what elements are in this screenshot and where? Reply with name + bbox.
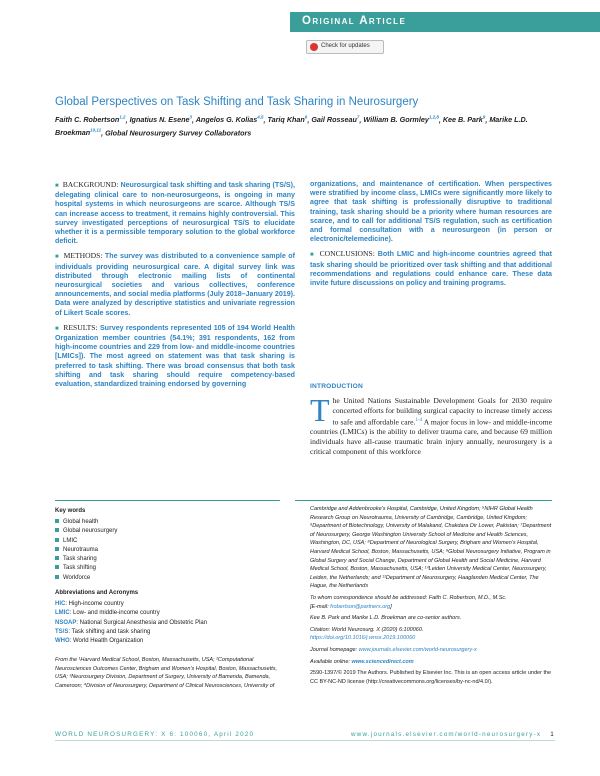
bullet-icon: ■ — [55, 325, 59, 332]
bullet-icon: ■ — [310, 252, 315, 259]
check-for-updates-button[interactable] — [306, 40, 384, 54]
reference-link[interactable]: 1-4 — [415, 417, 423, 423]
key-words-heading: Key words — [55, 508, 86, 514]
square-bullet-icon — [55, 528, 59, 532]
list-item: Workforce — [55, 574, 117, 583]
affiliations-continued: Cambridge and Addenbrooke's Hospital, Cambridge, United Kingdom; ⁵NIHR Global Health Research Group on Neurotrauma, University of Cambridge, Cambridge, United Kingdom; ⁶Department of Biotechnology, University of Malakand, Chakdara Dir Lower, Pakistan; ⁷Department of Neurosurgery, George Washington University School of Medicine and Health Sciences, Washington, DC, USA; ⁸Department of Neurological Surgery, Brigham and Women's Hospital, Harvard Medical School, Boston, Massachusetts, USA; ⁹Global Neurosurgery Initiative, Program in Global Surgery and Social Change, Department of Global Health and Social Medicine, Harvard Medical School, Boston, Massachusetts, USA; ¹⁰Leiden University Medical Center, Neurosurgery, Leiden, the Netherlands; and ¹¹Department of Neurosurgery, Haaglanden Medical Center, The Hague, the Netherlands — [310, 506, 552, 590]
affiliations-right — [310, 505, 555, 686]
email-link[interactable]: frobertson@partners.org — [330, 603, 391, 610]
journal-homepage: Journal homepage: www.journals.elsevier.com/world-neurosurgery-x — [310, 646, 477, 653]
author[interactable]: Tariq Khan$^6$ — [267, 115, 308, 125]
article-type-banner: Original Article — [290, 12, 600, 32]
author-list: Faith C. Robertson$^{1,2}$, Ignatius N. Esene$^3$, Angelos G. Kolias$^{4,5}$, Tariq Khan$^6$, Gail Rosseau$^7$, William B. Gormley$^{1,2,8}$, Kee B. Park$^9$, Marike L.D. Broekman$^{10,11}$, Global Neurosurgery Survey Collaborators — [55, 115, 528, 138]
doi-link[interactable]: https://doi.org/10.1016/j.wnsx.2019.100060 — [310, 635, 416, 642]
abstract-right-column — [310, 180, 552, 293]
list-item: WHO: World Health Organization — [55, 638, 144, 645]
page-number: 1 — [550, 731, 555, 738]
footer-divider — [55, 740, 555, 741]
page-footer — [55, 731, 555, 738]
email-line: [E-mail: frobertson@partners.org] — [310, 603, 392, 610]
abstract-results-continued: organizations, and maintenance of certification. When perspectives were stratified by income class, LMICs were significantly more likely to agree that task shifting is professionally disruptive to traditional training, task sharing should be a priority where human resources are scarce, and to call for additional TS/S regulation, such as certification and formal consultation with a neurosurgeon (in person or electronic/telemedicine). — [310, 180, 552, 244]
author[interactable]: Kee B. Park$^9$ — [442, 115, 486, 125]
article-title: Global Perspectives on Task Shifting and Task Sharing in Neurosurgery — [55, 96, 419, 108]
list-item: Neurotrauma — [55, 546, 117, 555]
author[interactable]: Faith C. Robertson$^{1,2}$ — [55, 115, 126, 125]
drop-cap: T — [310, 392, 330, 428]
available-online: Available online: www.sciencedirect.com — [310, 658, 414, 665]
author[interactable]: Marike L.D. Broekman$^{10,11}$ — [55, 115, 528, 138]
square-bullet-icon — [55, 519, 59, 523]
square-bullet-icon — [55, 547, 59, 551]
copyright: 2590-1397/© 2019 The Authors. Published by Elsevier Inc. This is an open access article under the CC BY-NC-ND license (http://creativecommons.org/licenses/by-nc-nd/4.0/). — [310, 670, 552, 685]
abbreviations-list — [55, 600, 207, 646]
square-bullet-icon — [55, 538, 59, 542]
author[interactable]: Ignatius N. Esene$^3$ — [129, 115, 192, 125]
footer-url[interactable]: www.journals.elsevier.com/world-neurosurgery-x — [351, 731, 542, 738]
abstract-background: ■ BACKGROUND: Neurosurgical task shifting and task sharing (TS/S), delegating clinical care to non-neurosurgeons, is ongoing in many hospital systems in which neurosurgeons are scarce. Although TS/S can increase access to treatment, it remains highly controversial. This survey investigated perceptions of neurosurgical TS/S to elucidate whether it is a permissible temporary solution to the global workforce deficit. — [55, 180, 295, 246]
divider — [55, 500, 280, 501]
abstract-conclusions: ■ CONCLUSIONS: Both LMIC and high-income countries agreed that task sharing should be prioritized over task shifting and that additional recommendations and regulations could enhance care. These data invite future discussions on policy and training programs. — [310, 249, 552, 288]
list-item: Global neurosurgery — [55, 527, 117, 536]
co-senior-note: Kee B. Park and Marike L.D. Broekman are co-senior authors. — [310, 615, 462, 622]
list-item: Global health — [55, 518, 117, 527]
bullet-icon: ■ — [55, 183, 59, 189]
list-item: NSOAP: National Surgical Anesthesia and Obstetric Plan — [55, 619, 208, 626]
bullet-icon: ■ — [55, 254, 60, 261]
author[interactable]: Angelos G. Kolias$^{4,5}$ — [195, 115, 264, 125]
abstract-methods: ■ METHODS: The survey was distributed to a convenience sample of individuals providing neurosurgical care. A digital survey link was distributed through electronic mailing lists of continental neurosurgical societies and various collectives, conference announcements, and social media platforms (July 2018–January 2019). Data were analyzed by descriptive statistics and univariate regression of Likert Scale scores. — [55, 251, 295, 317]
introduction-heading: INTRODUCTION — [310, 383, 363, 390]
list-item: LMIC — [55, 537, 117, 546]
author[interactable]: Gail Rosseau$^7$ — [311, 115, 360, 125]
divider — [295, 500, 552, 501]
list-item: LMIC: Low- and middle-income country — [55, 610, 160, 617]
author[interactable]: William B. Gormley$^{1,2,8}$ — [363, 115, 439, 125]
crossmark-icon — [310, 43, 318, 51]
square-bullet-icon — [55, 575, 59, 579]
correspondence: To whom correspondence should be addressed: Faith C. Robertson, M.D., M.Sc. — [310, 594, 507, 601]
abstract-left-column — [55, 180, 295, 394]
homepage-link[interactable]: www.journals.elsevier.com/world-neurosurgery-x — [358, 646, 477, 653]
affiliations-left: From the ¹Harvard Medical School, Boston, Massachusetts, USA; ²Computational Neurosciences Outcomes Center, Brigham and Women's Hospital, Boston, Massachusetts, USA; ³Neurosurgery Division, Department of Surgery, University of Bamenda, Bamenda, Cameroon; ⁴Division of Neurosurgery, Department of Clinical Neurosciences, University of — [55, 657, 278, 689]
check-updates-label: Check for updates — [321, 43, 370, 49]
sciencedirect-link[interactable]: www.sciencedirect.com — [351, 658, 414, 665]
square-bullet-icon — [55, 565, 59, 569]
key-words-list — [55, 518, 117, 583]
abbreviations-heading: Abbreviations and Acronyms — [55, 590, 139, 596]
citation: Citation: World Neurosurg. X (2020) 6:100060. — [310, 626, 424, 633]
list-item: Task shifting — [55, 564, 117, 573]
list-item: HIC: High-income country — [55, 601, 124, 607]
square-bullet-icon — [55, 556, 59, 560]
author[interactable]: Global Neurosurgery Survey Collaborators — [105, 128, 252, 138]
list-item: TS/S: Task shifting and task sharing — [55, 628, 151, 635]
footer-journal: WORLD NEUROSURGERY: X 6: 100060, April 2020 — [55, 731, 255, 738]
list-item: Task sharing — [55, 555, 117, 564]
abstract-results: ■ RESULTS: Survey respondents represented 105 of 194 World Health Organization member countries (54.1%; 391 respondents, 162 from high-income countries and 229 from low- and middle-income countries [LMICs]). The most agreed on statement was that task sharing is preferred to task shifting. There was broad consensus that both task shifting and task sharing should require competency-based evaluation, standardized training endorsed by governing — [55, 322, 295, 389]
introduction-text: The United Nations Sustainable Development Goals for 2030 require concerted efforts for building surgical capacity to increase timely access to safe and affordable care.$^{1-4}$ A major focus in low- and middle-income countries (LMICs) is the ability to deliver trauma care, and because 69 million individuals have all-cause traumatic brain injury annually, neurosurgery is a critical component of this workforce — [310, 392, 552, 456]
